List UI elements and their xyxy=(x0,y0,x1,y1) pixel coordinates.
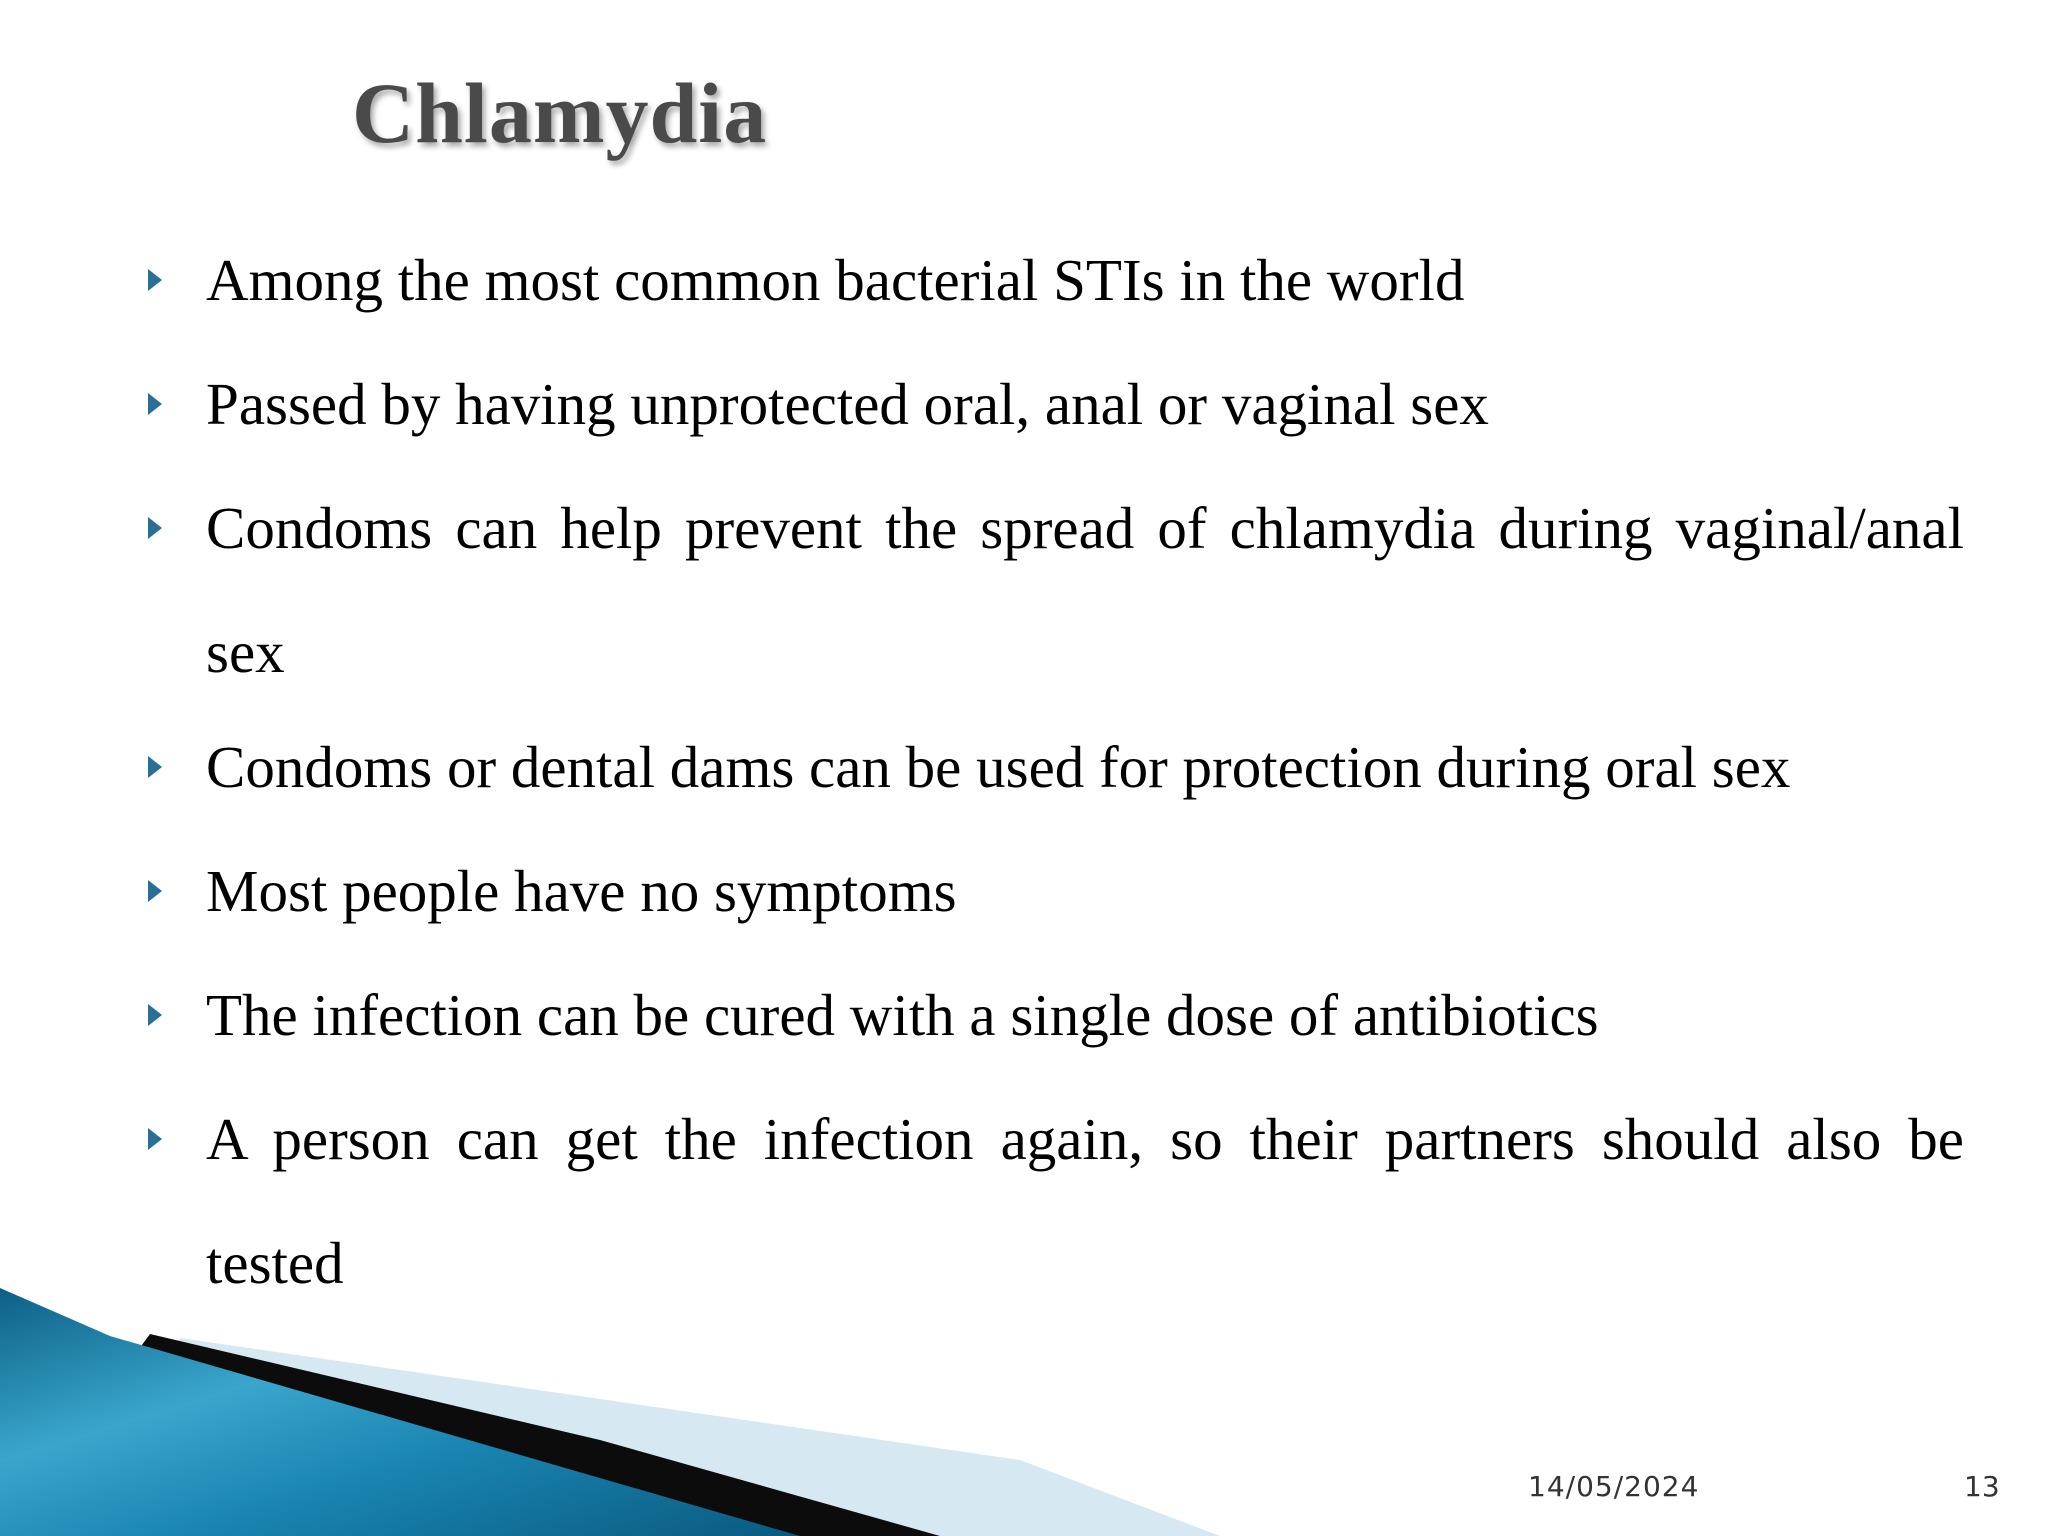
bullet-text: A person can get the infection again, so their partners should also be tested xyxy=(206,1106,1964,1296)
slide-title: Chlamydia xyxy=(352,65,768,161)
triangle-bullet-icon xyxy=(148,1004,162,1026)
bullet-text: Among the most common bacterial STIs in the world xyxy=(206,247,1465,313)
bullet-text: Passed by having unprotected oral, anal or vaginal sex xyxy=(206,371,1489,437)
triangle-bullet-icon xyxy=(148,393,162,415)
triangle-bullet-icon xyxy=(148,517,162,539)
bullet-text: Most people have no symptoms xyxy=(206,858,957,924)
triangle-bullet-icon xyxy=(148,880,162,902)
bullet-text: Condoms can help prevent the spread of chlamydia during vaginal/anal sex xyxy=(206,495,1964,685)
page-number: 13 xyxy=(1964,1470,2000,1503)
bullet-text: Condoms or dental dams can be used for protection during oral sex xyxy=(206,734,1791,800)
footer-date: 14/05/2024 xyxy=(1528,1470,1700,1503)
triangle-bullet-icon xyxy=(148,1128,162,1150)
triangle-bullet-icon xyxy=(148,756,162,778)
triangle-bullet-icon xyxy=(148,269,162,291)
decorative-swoosh xyxy=(0,1280,2048,1536)
bullet-text: The infection can be cured with a single dose of antibiotics xyxy=(206,982,1599,1048)
